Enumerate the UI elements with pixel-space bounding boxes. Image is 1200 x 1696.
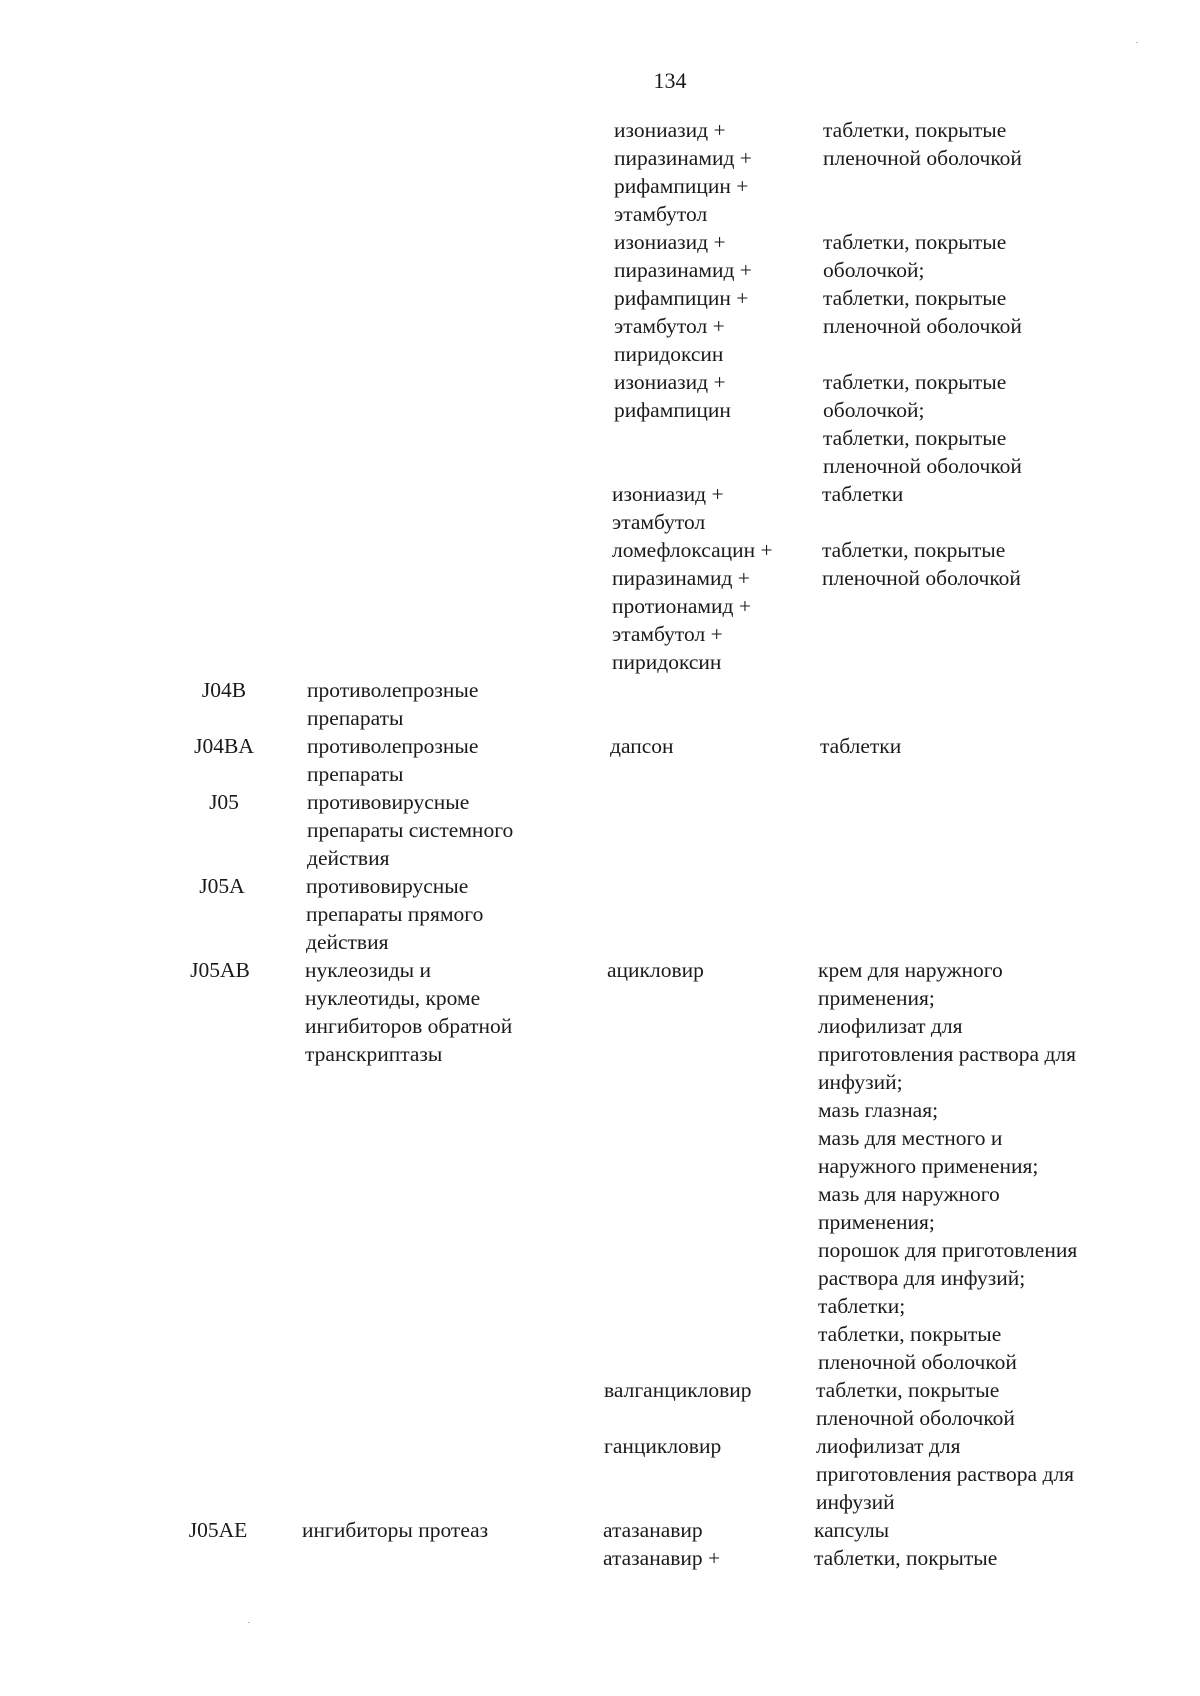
atc-class-name: противовирусные препараты системного действия [307, 790, 514, 870]
drug-name: атазанавир [603, 1518, 703, 1542]
atc-class-name: противовирусные препараты прямого действия [306, 874, 484, 954]
atc-code: J04BA [194, 734, 254, 758]
dosage-form: таблетки, покрытые пленочной оболочкой [823, 118, 1022, 170]
drug-name: валганцикловир [604, 1378, 752, 1402]
dosage-form: таблетки, покрытые пленочной оболочкой [822, 538, 1021, 590]
page-number: 134 [653, 68, 687, 93]
dosage-form: лиофилизат для приготовления раствора для инфузий [816, 1434, 1074, 1514]
dosage-form: крем для наружного применения; лиофилизат для приготовления раствора для инфузий; мазь глазная; мазь для местного и наружного применения; мазь для наружного применения; порошок для приготовления раствора для инфузий; таблетки; таблетки, покрытые пленочной оболочкой [818, 958, 1078, 1374]
drug-name: ацикловир [607, 958, 704, 982]
drug-name: ломефлоксацин + пиразинамид + протионамид + этамбутол + пиридоксин [612, 538, 773, 674]
dosage-form: таблетки [822, 482, 904, 506]
dosage-form: таблетки, покрытые оболочкой; таблетки, покрытые пленочной оболочкой [823, 370, 1022, 478]
drug-name: изониазид + пиразинамид + рифампицин + этамбутол [614, 118, 752, 226]
scan-artifact [1136, 42, 1138, 43]
atc-code: J04B [201, 678, 247, 702]
dosage-form: таблетки, покрытые [814, 1546, 998, 1570]
dosage-form: капсулы [814, 1518, 890, 1542]
atc-code: J05 [209, 790, 239, 814]
drug-name: ганцикловир [604, 1434, 722, 1458]
atc-class-name: ингибиторы протеаз [302, 1518, 489, 1542]
atc-class-name: нуклеозиды и нуклеотиды, кроме ингибиторов обратной транскриптазы [305, 958, 513, 1066]
atc-class-name: противолепрозные препараты [307, 678, 479, 730]
drug-name: атазанавир + [603, 1546, 721, 1570]
drug-name: изониазид + рифампицин [614, 370, 731, 422]
atc-class-name: противолепрозные препараты [307, 734, 479, 786]
dosage-form: таблетки [820, 734, 902, 758]
atc-code: J05AB [190, 958, 250, 982]
scan-artifact [248, 1622, 250, 1623]
drug-name: изониазид + пиразинамид + рифампицин + этамбутол + пиридоксин [614, 230, 752, 366]
dosage-form: таблетки, покрытые оболочкой; таблетки, покрытые пленочной оболочкой [823, 230, 1022, 338]
drug-name: дапсон [610, 734, 674, 758]
dosage-form: таблетки, покрытые пленочной оболочкой [816, 1378, 1015, 1430]
atc-code: J05AE [188, 1518, 248, 1542]
atc-code: J05A [199, 874, 245, 898]
drug-name: изониазид + этамбутол [612, 482, 724, 534]
